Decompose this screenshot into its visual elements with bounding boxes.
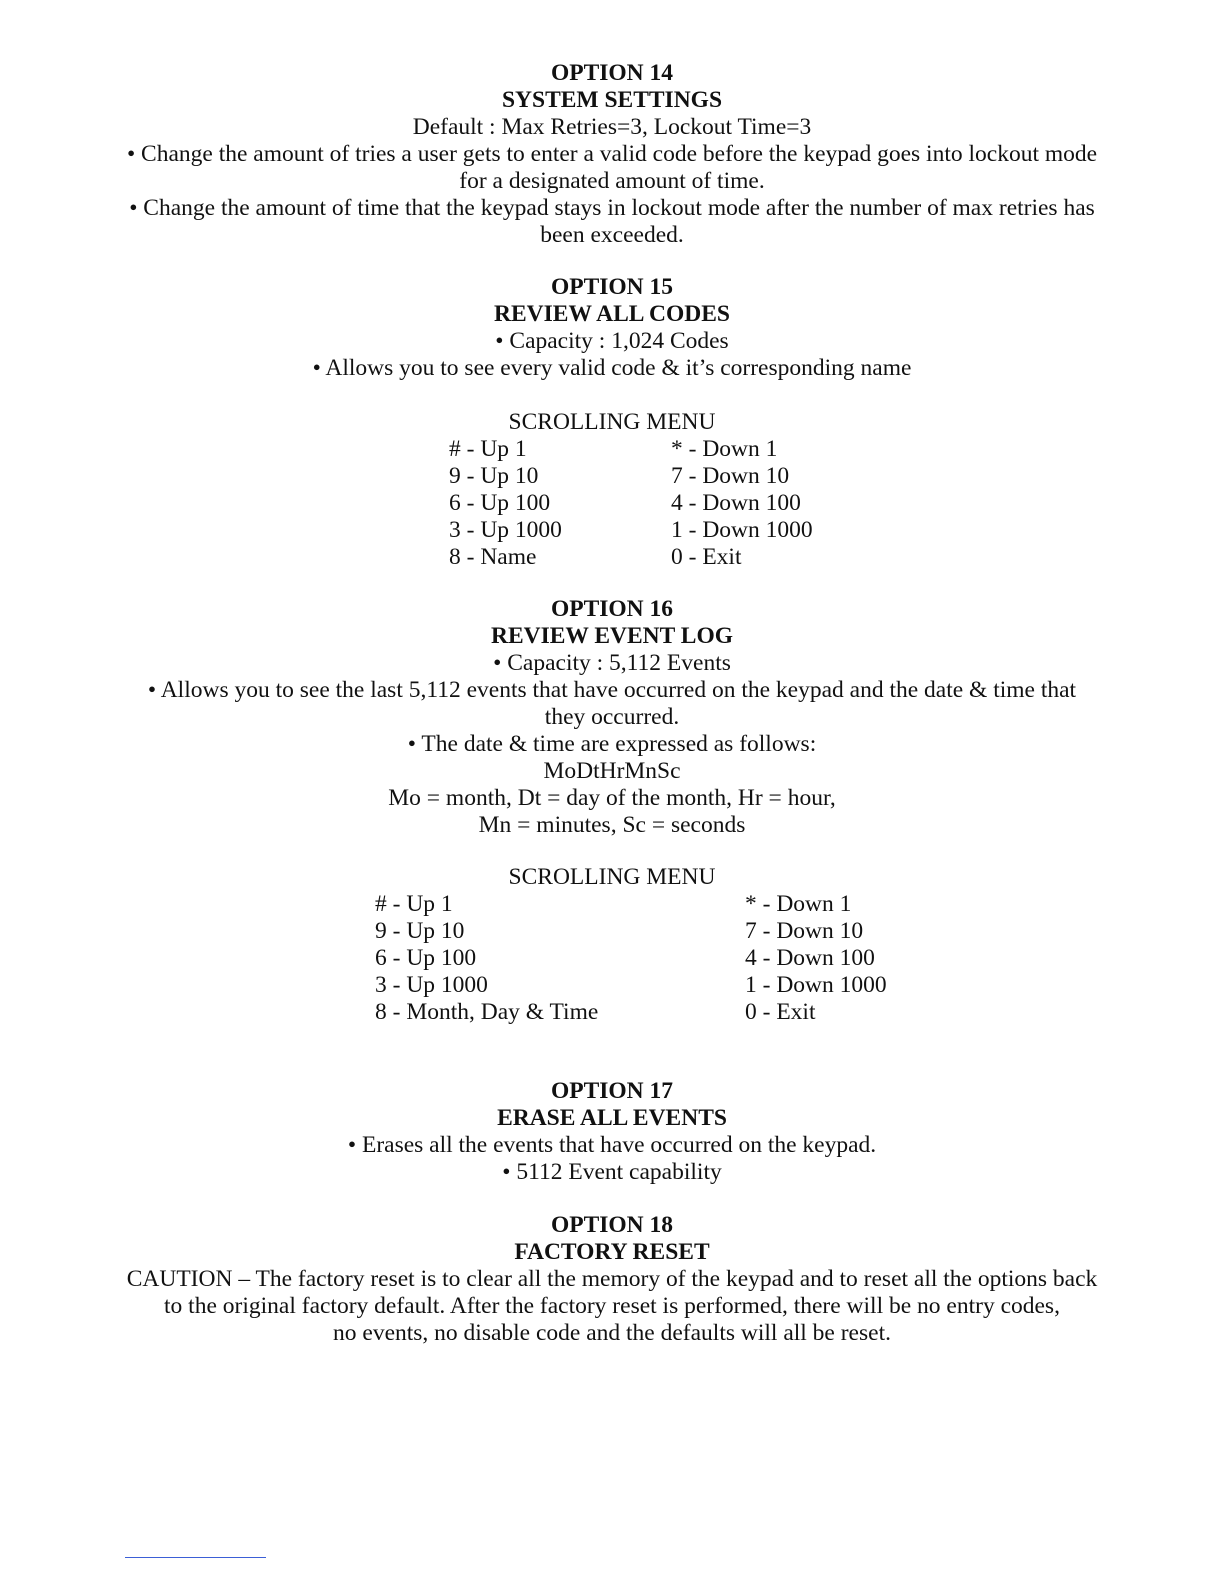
option15-menu-left-2: 9 - Up 10 bbox=[449, 463, 539, 489]
option16-menu-left-5: 8 - Month, Day & Time bbox=[375, 999, 599, 1025]
option14-bullet1-line2: for a designated amount of time. bbox=[459, 168, 765, 194]
option15-capacity: • Capacity : 1,024 Codes bbox=[495, 328, 729, 354]
option16-menu-right-1: * - Down 1 bbox=[745, 891, 852, 917]
option15-menu-left-3: 6 - Up 100 bbox=[449, 490, 551, 516]
option14-number: OPTION 14 bbox=[550, 60, 674, 86]
option17-number: OPTION 17 bbox=[550, 1078, 674, 1104]
option16-title: REVIEW EVENT LOG bbox=[490, 623, 734, 649]
option18-caution-line1: CAUTION – The factory reset is to clear all the memory of the keypad and to reset all the options back bbox=[126, 1266, 1098, 1292]
option16-menu-right-3: 4 - Down 100 bbox=[745, 945, 875, 971]
option14-bullet1-line1: • Change the amount of tries a user gets to enter a valid code before the keypad goes into lockout mode bbox=[126, 141, 1098, 167]
option16-menu-right-4: 1 - Down 1000 bbox=[745, 972, 887, 998]
footnote-rule bbox=[125, 1557, 266, 1558]
option14-bullet2-line2: been exceeded. bbox=[540, 222, 684, 248]
option17-title: ERASE ALL EVENTS bbox=[497, 1105, 727, 1131]
option16-menu-left-3: 6 - Up 100 bbox=[375, 945, 477, 971]
option16-description-line1: • Allows you to see the last 5,112 events that have occurred on the keypad and the date & time that bbox=[147, 677, 1077, 703]
option18-title: FACTORY RESET bbox=[514, 1239, 710, 1265]
option16-menu-right-2: 7 - Down 10 bbox=[745, 918, 864, 944]
option15-menu-right-5: 0 - Exit bbox=[671, 544, 742, 570]
option16-menu-left-4: 3 - Up 1000 bbox=[375, 972, 488, 998]
option15-menu-right-3: 4 - Down 100 bbox=[671, 490, 801, 516]
option16-capacity: • Capacity : 5,112 Events bbox=[493, 650, 731, 676]
option16-menu-right-5: 0 - Exit bbox=[745, 999, 816, 1025]
option15-title: REVIEW ALL CODES bbox=[494, 301, 730, 327]
option17-bullet1: • Erases all the events that have occurred on the keypad. bbox=[347, 1132, 877, 1158]
option16-menu-title: SCROLLING MENU bbox=[508, 864, 716, 890]
option18-caution-line3: no events, no disable code and the defaults will all be reset. bbox=[333, 1320, 891, 1346]
option16-format-intro: • The date & time are expressed as follows: bbox=[407, 731, 817, 757]
option15-menu-right-2: 7 - Down 10 bbox=[671, 463, 790, 489]
option15-menu-title: SCROLLING MENU bbox=[508, 409, 716, 435]
option16-legend-line1: Mo = month, Dt = day of the month, Hr = hour, bbox=[388, 785, 836, 811]
option17-bullet2: • 5112 Event capability bbox=[502, 1159, 722, 1185]
option18-number: OPTION 18 bbox=[550, 1212, 674, 1238]
option15-menu-right-1: * - Down 1 bbox=[671, 436, 778, 462]
option16-number: OPTION 16 bbox=[550, 596, 674, 622]
option15-number: OPTION 15 bbox=[550, 274, 674, 300]
option14-title: SYSTEM SETTINGS bbox=[501, 87, 723, 113]
option16-description-line2: they occurred. bbox=[544, 704, 680, 730]
option16-menu-left-1: # - Up 1 bbox=[375, 891, 453, 917]
option15-menu-right-4: 1 - Down 1000 bbox=[671, 517, 813, 543]
option15-menu-left-5: 8 - Name bbox=[449, 544, 537, 570]
option15-description: • Allows you to see every valid code & it’s corresponding name bbox=[312, 355, 912, 381]
option16-format: MoDtHrMnSc bbox=[543, 758, 681, 784]
option16-menu-left-2: 9 - Up 10 bbox=[375, 918, 465, 944]
option15-menu-left-4: 3 - Up 1000 bbox=[449, 517, 562, 543]
option15-menu-left-1: # - Up 1 bbox=[449, 436, 527, 462]
option16-legend-line2: Mn = minutes, Sc = seconds bbox=[478, 812, 746, 838]
option18-caution-line2: to the original factory default. After the factory reset is performed, there will be no entry codes, bbox=[164, 1293, 1060, 1319]
option14-default: Default : Max Retries=3, Lockout Time=3 bbox=[412, 114, 812, 140]
option14-bullet2-line1: • Change the amount of time that the keypad stays in lockout mode after the number of max retries has bbox=[129, 195, 1095, 221]
